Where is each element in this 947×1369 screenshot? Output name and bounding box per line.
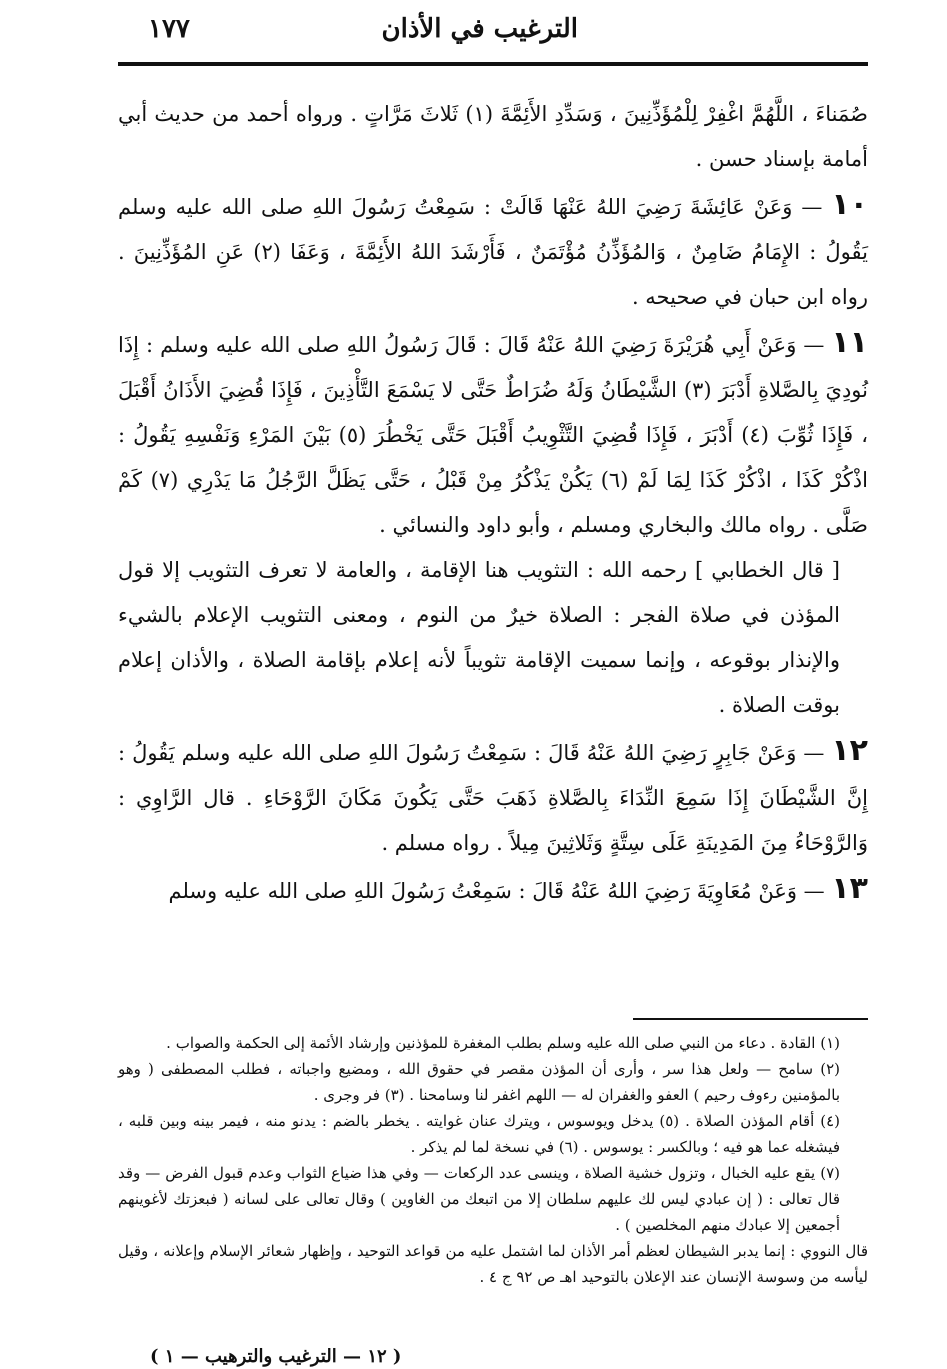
hadith-text: — وَعَنْ أَبِي هُرَيْرَةَ رَضِيَ اللهُ عَنْهُ قَالَ : قَالَ رَسُولُ اللهِ صلى الله عليه وسلم : إِذَا نُودِيَ بِالصَّلاةِ أَدْبَرَ (٣) الشَّيْطَانُ وَلَهُ ضُرَاطٌ حَتَّى لا يَسْمَعَ التَّأْذِينَ ، فَإِذَا قُضِيَ الأَذَانُ أَقْبَلَ ، فَإِذَا ثُوِّبَ (٤) أَدْبَرَ ، فَإِذَا قُضِيَ التَّثْوِيبُ أَقْبَلَ حَتَّى يَخْطُرَ (٥) بَيْنَ المَرْءِ وَنَفْسِهِ يَقُولُ : اذْكُرْ كَذَا ، اذْكُرْ كَذَا لِمَا لَمْ (٦) يَكُنْ يَذْكُرُ مِنْ قَبْلُ ، حَتَّى يَظَلَّ الرَّجُلُ مَا يَدْرِي (٧) كَمْ صَلَّى . رواه مالك والبخاري ومسلم ، وأبو داود والنسائي . (118, 333, 868, 537)
page-number: ١٧٧ (148, 14, 190, 44)
footnote: (٤) أقام المؤذن الصلاة . (٥) يدخل ويوسوس ، ويترك عنان غوايته . يخطر بالضم : يدنو منه ، فيمر بينه وبين قلبه ، فيشغله عما هو فيه ؛ وبالكسر : يوسوس . (٦) في نسخة لما لم يذكر . (118, 1112, 841, 1156)
hadith-paragraph (118, 866, 868, 914)
page-header (118, 14, 868, 54)
hadith-paragraph (118, 320, 868, 548)
footnotes (118, 1030, 868, 1290)
hadith-number: ١٣ (831, 871, 868, 906)
hadith-paragraph (118, 728, 868, 866)
footnote-note: قال النووي : إنما يدبر الشيطان لعظم أمر الأذان لما اشتمل عليه من قواعد التوحيد ، وإظهار شعائر الإسلام وإعلانه ، وقيل ليأسه من وسوسة الإنسان عند الإعلان بالتوحيد اهـ ص ٩٢ ج ٤ . (118, 1242, 868, 1286)
hadith-number: ١٠ (831, 187, 868, 222)
footnote-divider (633, 1018, 868, 1020)
footnote: (٧) يقع عليه الخبال ، وتزول خشية الصلاة ، وينسى عدد الركعات — وفي هذا ضياع الثواب وعدم قبول الفرض — وقد قال تعالى : ( إن عبادي ليس لك عليهم سلطان إلا من اتبعك من الغاوين ) وقال تعالى على لسانه ( فبعزتك لأغوينهم أجمعين إلا عبادك منهم المخلصين ) . (118, 1164, 840, 1234)
running-title: الترغيب في الأذان (381, 14, 578, 44)
footnote: (١) القادة . دعاء من النبي صلى الله عليه وسلم بطلب المغفرة للمؤذنين وإرشاد الأئمة إلى الحكمة والصواب . (166, 1034, 840, 1052)
commentary-text: [ قال الخطابي ] رحمه الله : التثويب هنا الإقامة ، والعامة لا تعرف التثويب إلا قول المؤذن في صلاة الفجر : الصلاة خيرٌ من النوم ، ومعنى التثويب الإعلام بالشيء والإنذار بوقوعه ، وإنما سميت الإقامة تثويباً لأنه إعلام بإقامة الصلاة ، والأذان إعلام بوقت الصلاة . (118, 558, 840, 717)
header-rule (118, 62, 868, 66)
hadith-paragraph (118, 182, 868, 320)
hadith-text: — وَعَنْ جَابِرٍ رَضِيَ اللهُ عَنْهُ قَالَ : سَمِعْتُ رَسُولَ اللهِ صلى الله عليه وسلم يَقُولُ : إِنَّ الشَّيْطَانَ إِذَا سَمِعَ النِّدَاءَ بِالصَّلاةِ ذَهَبَ حَتَّى يَكُونَ مَكَانَ الرَّوْحَاءِ . قال الرَّاوِي : وَالرَّوْحَاءُ مِنَ المَدِينَةِ عَلَى سِتَّةٍ وَثَلاثِينَ مِيلاً . رواه مسلم . (118, 741, 868, 855)
hadith-text: — وَعَنْ عَائِشَةَ رَضِيَ اللهُ عَنْهَا قَالَتْ : سَمِعْتُ رَسُولَ اللهِ صلى الله عليه وسلم يَقُولُ : الإِمَامُ ضَامِنٌ ، وَالمُؤَذِّنُ مُؤْتَمَنٌ ، فَأَرْشَدَ اللهُ الأَئِمَّةَ ، وَعَفَا (٢) عَنِ المُؤَذِّنِينَ . رواه ابن حبان في صحيحه . (118, 195, 868, 309)
signature-mark: ( ١٢ — الترغيب والترهيب — ١ ) (150, 1346, 402, 1367)
commentary-paragraph (118, 548, 868, 728)
paragraph-continuation (118, 92, 868, 182)
hadith-number: ١٢ (831, 733, 868, 768)
hadith-number: ١١ (831, 325, 868, 360)
main-text (118, 92, 868, 914)
hadith-text: — وَعَنْ مُعَاوِيَةَ رَضِيَ اللهُ عَنْهُ قَالَ : سَمِعْتُ رَسُولَ اللهِ صلى الله عليه وسلم (168, 879, 825, 903)
paragraph-text: صُمَناءَ ، اللَّهُمَّ اغْفِرْ لِلْمُؤَذِّنِينَ ، وَسَدِّدِ الأَئِمَّةَ (١) ثَلاثَ مَرَّاتٍ . ورواه أحمد من حديث أبي أمامة بإسناد حسن . (118, 102, 868, 171)
footnote: (٢) سامح — ولعل هذا سر ، وأرى أن المؤذن مقصر في حقوق الله ، ومضيع واجباته ، فطلب المصطفى ( وهو بالمؤمنين رءوف رحيم ) العفو والغفران له — اللهم اغفر لنا وسامحنا . (٣) فر وجرى . (118, 1060, 840, 1104)
